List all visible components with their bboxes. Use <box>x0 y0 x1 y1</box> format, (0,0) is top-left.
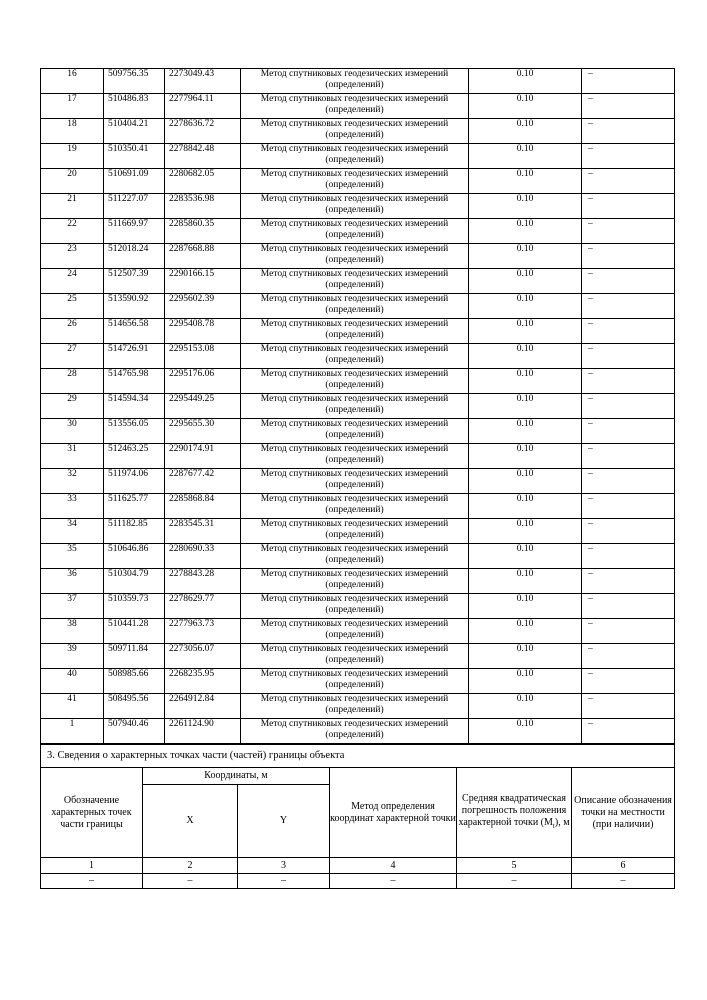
method-cell: Метод спутниковых геодезических измерений (определений) <box>241 644 469 669</box>
point-number-cell: 28 <box>41 369 104 394</box>
description-cell: – <box>582 244 675 269</box>
accuracy-cell: 0.10 <box>469 394 582 419</box>
accuracy-cell: 0.10 <box>469 169 582 194</box>
point-number-cell: 1 <box>41 719 104 744</box>
column-number-cell: 2 <box>143 858 238 874</box>
method-cell: Метод спутниковых геодезических измерений (определений) <box>241 344 469 369</box>
coord-x-cell: 512507.39 <box>104 269 165 294</box>
point-number-cell: 33 <box>41 494 104 519</box>
point-number-cell: 34 <box>41 519 104 544</box>
coord-y-cell: 2290166.15 <box>165 269 241 294</box>
column-number-cell: 3 <box>238 858 330 874</box>
point-number-cell: 35 <box>41 544 104 569</box>
description-cell: – <box>582 519 675 544</box>
coord-y-cell: 2287668.88 <box>165 244 241 269</box>
accuracy-cell: 0.10 <box>469 294 582 319</box>
coord-x-cell: 513590.92 <box>104 294 165 319</box>
coord-y-cell: 2295176.06 <box>165 369 241 394</box>
header-accuracy-unit: ), м <box>554 817 570 828</box>
point-number-cell: 38 <box>41 619 104 644</box>
coord-y-cell: 2295153.08 <box>165 344 241 369</box>
accuracy-cell: 0.10 <box>469 369 582 394</box>
description-cell: – <box>582 619 675 644</box>
description-cell: – <box>582 94 675 119</box>
description-cell: – <box>582 269 675 294</box>
accuracy-cell: 0.10 <box>469 419 582 444</box>
description-cell: – <box>582 369 675 394</box>
method-cell: Метод спутниковых геодезических измерений (определений) <box>241 294 469 319</box>
point-number-cell: 21 <box>41 194 104 219</box>
header-accuracy-main: Средняя квадратическая погрешность положения характерной точки (M <box>458 793 567 828</box>
method-cell: Метод спутниковых геодезических измерений (определений) <box>241 194 469 219</box>
method-cell: Метод спутниковых геодезических измерений (определений) <box>241 94 469 119</box>
description-cell: – <box>582 669 675 694</box>
method-cell: Метод спутниковых геодезических измерений (определений) <box>241 594 469 619</box>
point-number-cell: 32 <box>41 469 104 494</box>
point-number-cell: 36 <box>41 569 104 594</box>
table-row <box>41 319 675 344</box>
description-cell: – <box>582 469 675 494</box>
section3-title: 3. Сведения о характерных точках части (частей) границы объекта <box>41 745 675 768</box>
method-cell: Метод спутниковых геодезических измерений (определений) <box>241 69 469 94</box>
coord-y-cell: 2278629.77 <box>165 594 241 619</box>
empty-cell: – <box>143 874 238 889</box>
point-number-cell: 24 <box>41 269 104 294</box>
description-cell: – <box>582 144 675 169</box>
column-number-cell: 4 <box>330 858 457 874</box>
description-cell: – <box>582 644 675 669</box>
coord-y-cell: 2278636.72 <box>165 119 241 144</box>
point-number-cell: 20 <box>41 169 104 194</box>
table-row <box>41 444 675 469</box>
coord-x-cell: 510646.86 <box>104 544 165 569</box>
description-cell: – <box>582 594 675 619</box>
accuracy-cell: 0.10 <box>469 69 582 94</box>
point-number-cell: 23 <box>41 244 104 269</box>
table-row <box>41 194 675 219</box>
description-cell: – <box>582 194 675 219</box>
table-row <box>41 694 675 719</box>
method-cell: Метод спутниковых геодезических измерений (определений) <box>241 569 469 594</box>
table-row <box>41 219 675 244</box>
table-row <box>41 344 675 369</box>
section3-table <box>40 744 675 889</box>
point-number-cell: 18 <box>41 119 104 144</box>
method-cell: Метод спутниковых геодезических измерений (определений) <box>241 469 469 494</box>
point-number-cell: 41 <box>41 694 104 719</box>
point-number-cell: 31 <box>41 444 104 469</box>
description-cell: – <box>582 219 675 244</box>
point-number-cell: 37 <box>41 594 104 619</box>
method-cell: Метод спутниковых геодезических измерений (определений) <box>241 319 469 344</box>
coord-x-cell: 510304.79 <box>104 569 165 594</box>
description-cell: – <box>582 319 675 344</box>
table-row <box>41 669 675 694</box>
empty-row <box>41 874 675 889</box>
header-accuracy <box>457 768 572 858</box>
coord-x-cell: 513556.05 <box>104 419 165 444</box>
point-number-cell: 29 <box>41 394 104 419</box>
coord-x-cell: 508985.66 <box>104 669 165 694</box>
method-cell: Метод спутниковых геодезических измерений (определений) <box>241 219 469 244</box>
point-number-cell: 16 <box>41 69 104 94</box>
description-cell: – <box>582 719 675 744</box>
point-number-cell: 40 <box>41 669 104 694</box>
table-row <box>41 619 675 644</box>
coord-x-cell: 508495.56 <box>104 694 165 719</box>
method-cell: Метод спутниковых геодезических измерений (определений) <box>241 719 469 744</box>
coord-y-cell: 2277963.73 <box>165 619 241 644</box>
table-row <box>41 594 675 619</box>
accuracy-cell: 0.10 <box>469 94 582 119</box>
empty-cell: – <box>41 874 143 889</box>
table-row <box>41 119 675 144</box>
header-coords: Координаты, м <box>143 768 330 785</box>
accuracy-cell: 0.10 <box>469 594 582 619</box>
table-row <box>41 494 675 519</box>
point-number-cell: 22 <box>41 219 104 244</box>
column-numbers-row <box>41 858 675 874</box>
description-cell: – <box>582 444 675 469</box>
coord-y-cell: 2285868.84 <box>165 494 241 519</box>
coord-x-cell: 514726.91 <box>104 344 165 369</box>
accuracy-cell: 0.10 <box>469 544 582 569</box>
coord-x-cell: 510350.41 <box>104 144 165 169</box>
accuracy-cell: 0.10 <box>469 119 582 144</box>
method-cell: Метод спутниковых геодезических измерений (определений) <box>241 619 469 644</box>
coord-x-cell: 511625.77 <box>104 494 165 519</box>
method-cell: Метод спутниковых геодезических измерений (определений) <box>241 144 469 169</box>
table-row <box>41 394 675 419</box>
coord-y-cell: 2295408.78 <box>165 319 241 344</box>
boundary-points-table <box>40 68 675 744</box>
coord-x-cell: 507940.46 <box>104 719 165 744</box>
table-row <box>41 519 675 544</box>
method-cell: Метод спутниковых геодезических измерений (определений) <box>241 244 469 269</box>
method-cell: Метод спутниковых геодезических измерений (определений) <box>241 544 469 569</box>
document-page <box>40 68 674 889</box>
accuracy-cell: 0.10 <box>469 694 582 719</box>
header-designation: Обозначение характерных точек части границы <box>41 768 143 858</box>
method-cell: Метод спутниковых геодезических измерений (определений) <box>241 519 469 544</box>
description-cell: – <box>582 494 675 519</box>
table-row <box>41 469 675 494</box>
accuracy-cell: 0.10 <box>469 344 582 369</box>
table-row <box>41 419 675 444</box>
coord-x-cell: 511669.97 <box>104 219 165 244</box>
coord-y-cell: 2277964.11 <box>165 94 241 119</box>
header-description: Описание обозначения точки на местности (при наличии) <box>572 768 675 858</box>
coord-x-cell: 512018.24 <box>104 244 165 269</box>
column-number-cell: 6 <box>572 858 675 874</box>
coord-y-cell: 2280682.05 <box>165 169 241 194</box>
accuracy-cell: 0.10 <box>469 144 582 169</box>
method-cell: Метод спутниковых геодезических измерений (определений) <box>241 444 469 469</box>
table-row <box>41 169 675 194</box>
method-cell: Метод спутниковых геодезических измерений (определений) <box>241 394 469 419</box>
point-number-cell: 19 <box>41 144 104 169</box>
coord-x-cell: 514594.34 <box>104 394 165 419</box>
table-row <box>41 544 675 569</box>
description-cell: – <box>582 544 675 569</box>
coord-y-cell: 2287677.42 <box>165 469 241 494</box>
coord-x-cell: 509711.84 <box>104 644 165 669</box>
coord-y-cell: 2283545.31 <box>165 519 241 544</box>
coord-y-cell: 2268235.95 <box>165 669 241 694</box>
accuracy-cell: 0.10 <box>469 469 582 494</box>
empty-cell: – <box>330 874 457 889</box>
header-accuracy-sub: t <box>552 822 555 830</box>
table-row <box>41 644 675 669</box>
description-cell: – <box>582 169 675 194</box>
table-row <box>41 144 675 169</box>
table-row <box>41 244 675 269</box>
point-number-cell: 30 <box>41 419 104 444</box>
coord-y-cell: 2273049.43 <box>165 69 241 94</box>
empty-cell: – <box>572 874 675 889</box>
header-method: Метод определения координат характерной точки <box>330 768 457 858</box>
point-number-cell: 17 <box>41 94 104 119</box>
accuracy-cell: 0.10 <box>469 244 582 269</box>
method-cell: Метод спутниковых геодезических измерений (определений) <box>241 694 469 719</box>
coord-y-cell: 2278842.48 <box>165 144 241 169</box>
coord-y-cell: 2273056.07 <box>165 644 241 669</box>
accuracy-cell: 0.10 <box>469 644 582 669</box>
boundary-points-body <box>41 69 675 744</box>
coord-y-cell: 2264912.84 <box>165 694 241 719</box>
table-row <box>41 294 675 319</box>
column-number-cell: 5 <box>457 858 572 874</box>
accuracy-cell: 0.10 <box>469 569 582 594</box>
header-y: Y <box>238 785 330 858</box>
accuracy-cell: 0.10 <box>469 269 582 294</box>
description-cell: – <box>582 569 675 594</box>
coord-y-cell: 2295449.25 <box>165 394 241 419</box>
accuracy-cell: 0.10 <box>469 319 582 344</box>
coord-y-cell: 2278843.28 <box>165 569 241 594</box>
coord-x-cell: 509756.35 <box>104 69 165 94</box>
coord-x-cell: 511227.07 <box>104 194 165 219</box>
coord-x-cell: 510691.09 <box>104 169 165 194</box>
coord-y-cell: 2285860.35 <box>165 219 241 244</box>
table-row <box>41 269 675 294</box>
table-row <box>41 69 675 94</box>
coord-x-cell: 512463.25 <box>104 444 165 469</box>
coord-x-cell: 510441.28 <box>104 619 165 644</box>
coord-x-cell: 511974.06 <box>104 469 165 494</box>
description-cell: – <box>582 69 675 94</box>
coord-x-cell: 510404.21 <box>104 119 165 144</box>
table-row <box>41 369 675 394</box>
accuracy-cell: 0.10 <box>469 519 582 544</box>
description-cell: – <box>582 344 675 369</box>
accuracy-cell: 0.10 <box>469 194 582 219</box>
table-row <box>41 719 675 744</box>
method-cell: Метод спутниковых геодезических измерений (определений) <box>241 494 469 519</box>
accuracy-cell: 0.10 <box>469 719 582 744</box>
coord-x-cell: 510359.73 <box>104 594 165 619</box>
method-cell: Метод спутниковых геодезических измерений (определений) <box>241 369 469 394</box>
description-cell: – <box>582 694 675 719</box>
table-row <box>41 94 675 119</box>
coord-x-cell: 514656.58 <box>104 319 165 344</box>
coord-y-cell: 2261124.90 <box>165 719 241 744</box>
point-number-cell: 25 <box>41 294 104 319</box>
description-cell: – <box>582 119 675 144</box>
description-cell: – <box>582 419 675 444</box>
description-cell: – <box>582 294 675 319</box>
point-number-cell: 39 <box>41 644 104 669</box>
column-number-cell: 1 <box>41 858 143 874</box>
coord-x-cell: 510486.83 <box>104 94 165 119</box>
accuracy-cell: 0.10 <box>469 444 582 469</box>
coord-x-cell: 511182.85 <box>104 519 165 544</box>
coord-y-cell: 2280690.33 <box>165 544 241 569</box>
method-cell: Метод спутниковых геодезических измерений (определений) <box>241 669 469 694</box>
empty-cell: – <box>457 874 572 889</box>
coord-y-cell: 2295602.39 <box>165 294 241 319</box>
accuracy-cell: 0.10 <box>469 219 582 244</box>
accuracy-cell: 0.10 <box>469 669 582 694</box>
coord-x-cell: 514765.98 <box>104 369 165 394</box>
method-cell: Метод спутниковых геодезических измерений (определений) <box>241 169 469 194</box>
accuracy-cell: 0.10 <box>469 494 582 519</box>
accuracy-cell: 0.10 <box>469 619 582 644</box>
point-number-cell: 27 <box>41 344 104 369</box>
header-x: X <box>143 785 238 858</box>
coord-y-cell: 2295655.30 <box>165 419 241 444</box>
coord-y-cell: 2283536.98 <box>165 194 241 219</box>
method-cell: Метод спутниковых геодезических измерений (определений) <box>241 119 469 144</box>
method-cell: Метод спутниковых геодезических измерений (определений) <box>241 269 469 294</box>
empty-cell: – <box>238 874 330 889</box>
method-cell: Метод спутниковых геодезических измерений (определений) <box>241 419 469 444</box>
description-cell: – <box>582 394 675 419</box>
table-row <box>41 569 675 594</box>
point-number-cell: 26 <box>41 319 104 344</box>
coord-y-cell: 2290174.91 <box>165 444 241 469</box>
